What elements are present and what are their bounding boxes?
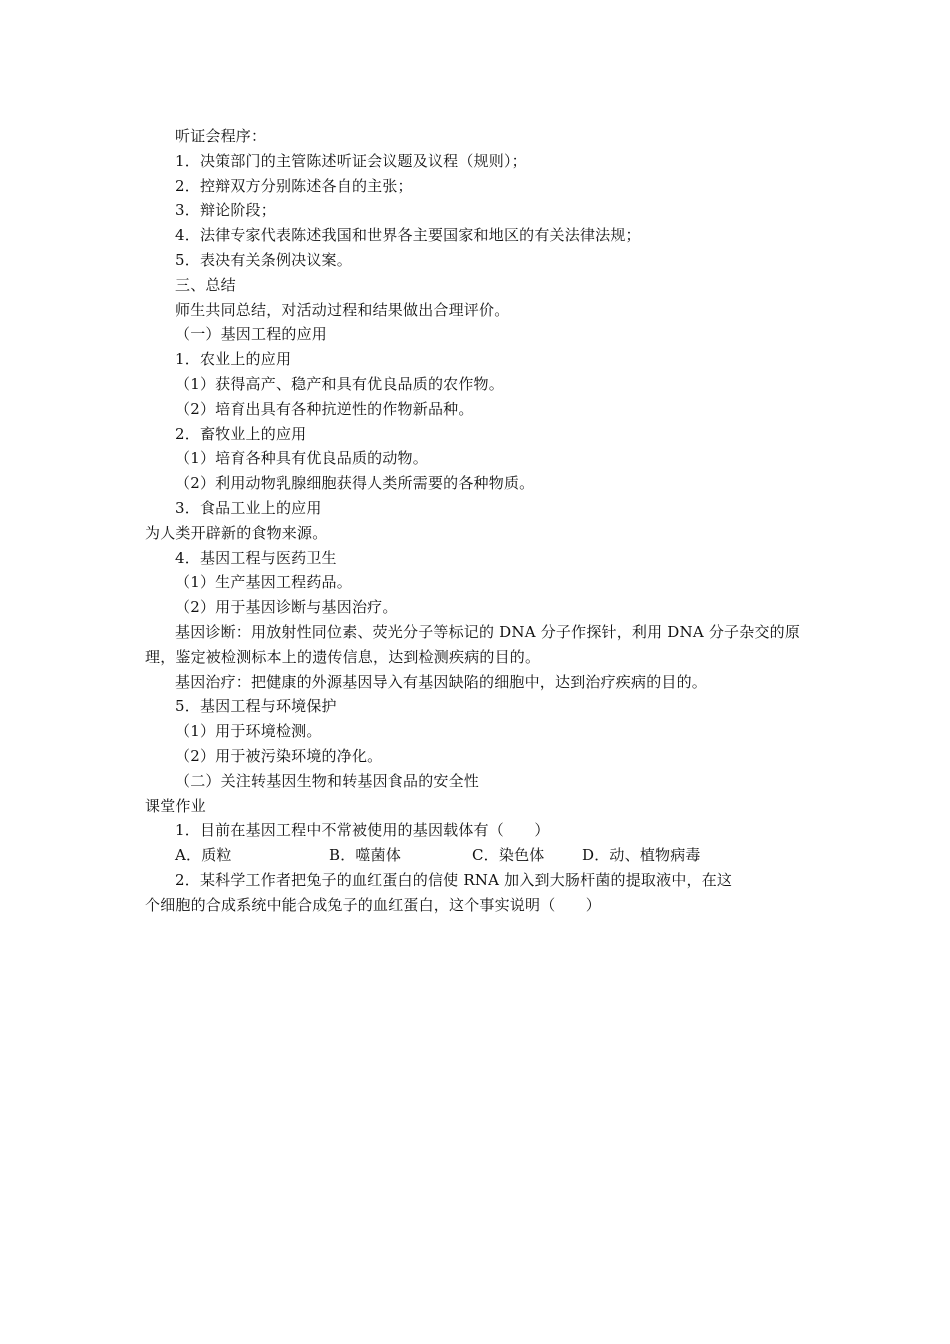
option-b: B．噬菌体 xyxy=(329,846,402,865)
question-1: 1．目前在基因工程中不常被使用的基因载体有（ ） xyxy=(175,821,550,840)
option-c: C．染色体 xyxy=(472,846,545,865)
environment-item: （1）用于环境检测。 xyxy=(175,722,322,741)
therapy-paragraph: 基因治疗：把健康的外源基因导入有基因缺陷的细胞中，达到治疗疾病的目的。 xyxy=(175,672,708,691)
hearing-step: 1．决策部门的主管陈述听证会议题及议程（规则）； xyxy=(175,151,527,170)
hearing-step: 3．辩论阶段； xyxy=(175,201,276,220)
medical-item: （2）用于基因诊断与基因治疗。 xyxy=(175,598,398,617)
animal-item: （2）利用动物乳腺细胞获得人类所需要的各种物质。 xyxy=(175,474,535,493)
question-1-options xyxy=(145,843,825,868)
option-a: A．质粒 xyxy=(175,846,232,865)
summary-text: 师生共同总结，对活动过程和结果做出合理评价。 xyxy=(175,300,510,319)
environment-item: （2）用于被污染环境的净化。 xyxy=(175,746,383,765)
environment-heading: 5．基因工程与环境保护 xyxy=(175,697,337,716)
medical-heading: 4．基因工程与医药卫生 xyxy=(175,548,337,567)
agriculture-item: （2）培育出具有各种抗逆性的作物新品种。 xyxy=(175,399,474,418)
document-body xyxy=(145,124,825,918)
animal-heading: 2．畜牧业上的应用 xyxy=(175,424,307,443)
hearing-step: 2．控辩双方分别陈述各自的主张； xyxy=(175,176,413,195)
homework-heading: 课堂作业 xyxy=(145,796,206,815)
hearing-title: 听证会程序： xyxy=(175,127,267,145)
application-heading: （一）基因工程的应用 xyxy=(175,325,328,344)
question-2-line-2: 个细胞的合成系统中能合成兔子的血红蛋白，这个事实说明（ ） xyxy=(145,895,602,914)
question-2-line-1: 2．某科学工作者把兔子的血红蛋白的信使 RNA 加入到大肠杆菌的提取液中，在这 xyxy=(175,870,733,889)
diagnosis-paragraph: 基因诊断：用放射性同位素、荧光分子等标记的 DNA 分子作探针，利用 DNA 分子杂交的原理，鉴定被检测标本上的遗传信息，达到检测疾病的目的。 xyxy=(145,622,801,666)
hearing-step: 4．法律专家代表陈述我国和世界各主要国家和地区的有关法律法规； xyxy=(175,226,641,245)
summary-heading: 三、总结 xyxy=(175,275,236,294)
food-heading: 3．食品工业上的应用 xyxy=(175,498,322,517)
safety-heading: （二）关注转基因生物和转基因食品的安全性 xyxy=(175,771,480,790)
medical-item: （1）生产基因工程药品。 xyxy=(175,573,352,592)
animal-item: （1）培育各种具有优良品质的动物。 xyxy=(175,449,428,468)
hearing-step: 5．表决有关条例决议案。 xyxy=(175,250,352,269)
agriculture-heading: 1．农业上的应用 xyxy=(175,350,292,369)
food-text: 为人类开辟新的食物来源。 xyxy=(145,523,328,542)
option-d: D．动、植物病毒 xyxy=(582,846,701,865)
agriculture-item: （1）获得高产、稳产和具有优良品质的农作物。 xyxy=(175,374,504,393)
